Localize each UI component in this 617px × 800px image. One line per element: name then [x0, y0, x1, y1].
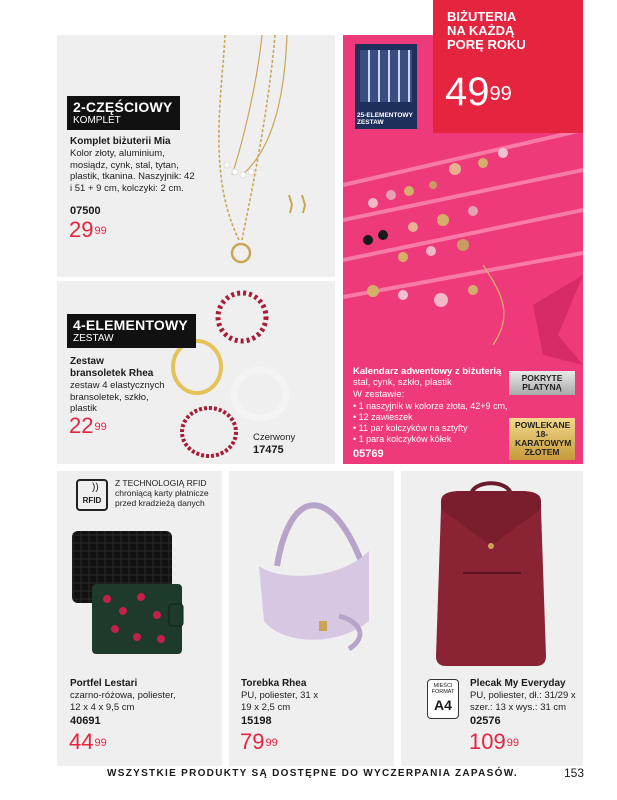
- list-item: • 1 naszyjnik w kolorze złota, 42+9 cm,: [353, 401, 508, 411]
- wallet-panel: [57, 471, 222, 766]
- format-label: MIEŚCI FORMAT: [431, 683, 455, 695]
- price-cents: 99: [265, 737, 278, 749]
- product-price: [69, 219, 107, 241]
- product-price: [69, 415, 107, 437]
- price-cents: 99: [94, 421, 107, 433]
- list-item: • 1 para kolczyków kółek: [353, 434, 452, 444]
- page-footer: [0, 766, 617, 786]
- backpack-image: [401, 471, 583, 671]
- a4-format-badge: [427, 679, 459, 719]
- product-desc: stal, cynk, szkło, plastik: [353, 377, 452, 388]
- page-number: 153: [564, 766, 585, 780]
- product-code: 05769: [353, 448, 384, 460]
- product-title: Torebka Rhea: [241, 678, 307, 689]
- handbag-image: [229, 471, 394, 671]
- product-title: Portfel Lestari: [70, 678, 138, 689]
- product-desc: czarno-różowa, poliester, 12 x 4 x 9,5 cm: [70, 690, 176, 713]
- rfid-waves: )): [92, 482, 99, 493]
- price-cents: 99: [94, 737, 107, 749]
- price-main: 109: [469, 729, 506, 754]
- set-badge: [67, 314, 196, 348]
- product-price: [69, 731, 107, 753]
- gold-tag: POWLEKANE 18-KARATOWYM ZŁOTEM: [509, 418, 575, 460]
- price-cents: 99: [489, 83, 512, 105]
- price-main: 49: [445, 70, 490, 114]
- bracelets-panel: [57, 281, 335, 464]
- availability-note: WSZYSTKIE PRODUKTY SĄ DOSTĘPNE DO WYCZERPANIA ZAPASÓW.: [107, 768, 518, 779]
- variant-color: Czerwony: [253, 432, 296, 443]
- promo-box: [433, 0, 583, 133]
- calendar-box-label: 25-ELEMENTOWY ZESTAW: [357, 112, 413, 126]
- price-main: 22: [69, 413, 94, 438]
- platinum-tag: POKRYTE PLATYNĄ: [509, 371, 575, 395]
- product-title: Zestaw bransoletek Rhea: [70, 356, 154, 379]
- badge-main: 2-CZĘŚCIOWY: [73, 99, 173, 115]
- calendar-box: [355, 44, 417, 129]
- badge-main: 4-ELEMENTOWY: [73, 317, 188, 333]
- product-code: 02576: [470, 715, 501, 727]
- format-value: A4: [434, 697, 452, 713]
- badge-sub: KOMPLET: [73, 115, 121, 126]
- promo-price: [445, 72, 512, 112]
- product-title: Kalendarz adwentowy z biżuterią: [353, 366, 502, 377]
- product-desc: PU, poliester, dł.: 31/29 x szer.: 13 x wys.: 31 cm: [470, 690, 576, 713]
- list-item: • 12 zawieszek: [353, 412, 413, 422]
- variant-code: 17475: [253, 444, 284, 456]
- product-code: 15198: [241, 715, 272, 727]
- product-price: [469, 731, 519, 753]
- rfid-icon-label: RFID: [82, 496, 102, 505]
- backpack-panel: [401, 471, 583, 766]
- handbag-panel: [229, 471, 394, 766]
- price-main: 79: [240, 729, 265, 754]
- price-main: 44: [69, 729, 94, 754]
- set-badge: [67, 96, 180, 130]
- product-code: 07500: [70, 205, 101, 217]
- product-desc: PU, poliester, 31 x 19 x 2,5 cm: [241, 690, 319, 713]
- calendar-box-grid: [360, 50, 412, 102]
- product-desc: zestaw 4 elastycznych bransoletek, szkło, plastik: [70, 380, 165, 414]
- promo-headline: BIŻUTERIA NA KAŻDĄ PORĘ ROKU: [447, 9, 526, 52]
- set-items-list: [353, 401, 507, 445]
- rfid-text: Z TECHNOLOGIĄ RFID chroniącą karty płatnicze przed kradzieżą danych: [115, 478, 209, 508]
- badge-sub: ZESTAW: [73, 333, 114, 344]
- product-code: 40691: [70, 715, 101, 727]
- necklace-panel: [57, 35, 335, 277]
- product-desc: Kolor złoty, aluminium, mosiądz, cynk, stal, tytan, plastik, tkanina. Naszyjnik: 42 i 51 + 9 cm, kolczyki: 2 cm.: [70, 148, 195, 194]
- product-title: Komplet biżuterii Mia: [70, 136, 171, 147]
- product-title: Plecak My Everyday: [470, 678, 566, 689]
- price-cents: 99: [506, 737, 519, 749]
- rfid-icon: [76, 479, 108, 511]
- set-heading: W zestawie:: [353, 389, 405, 400]
- price-cents: 99: [94, 225, 107, 237]
- price-main: 29: [69, 217, 94, 242]
- product-price: [240, 731, 278, 753]
- list-item: • 11 par kolczyków na sztyfty: [353, 423, 468, 433]
- wallet-image: [57, 519, 222, 669]
